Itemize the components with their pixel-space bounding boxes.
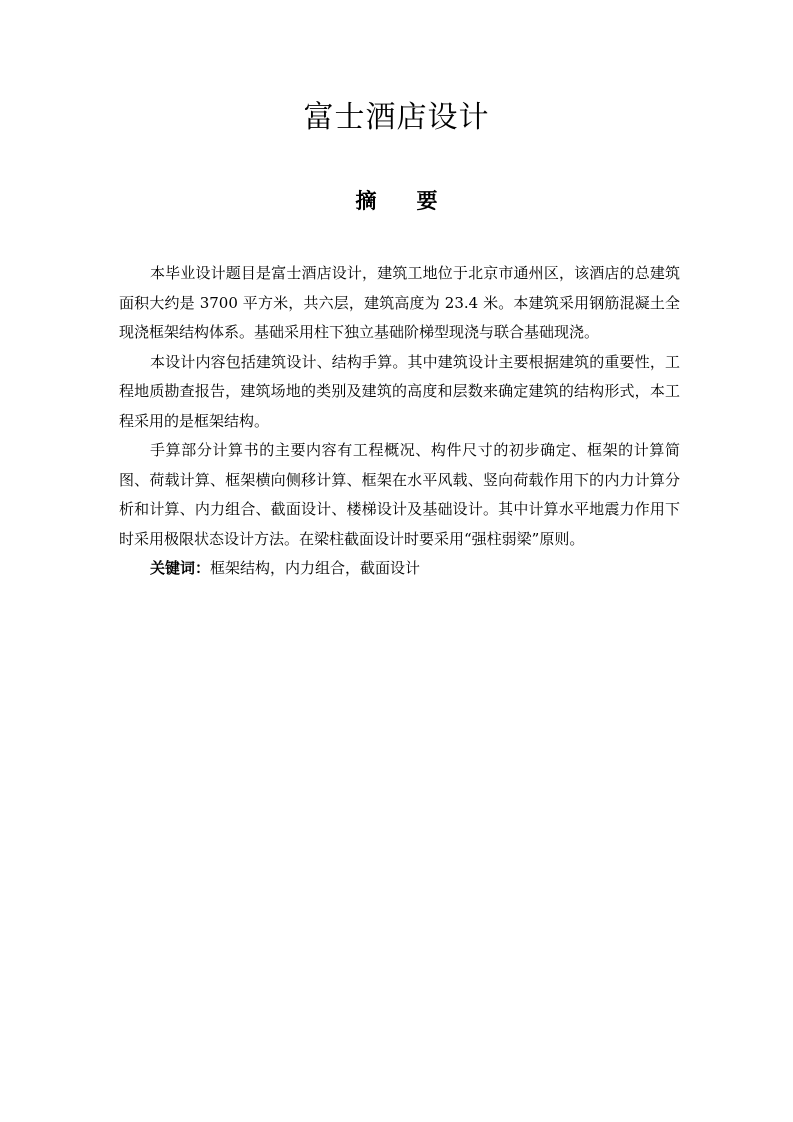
abstract-body <box>119 259 680 584</box>
abstract-heading <box>0 186 793 216</box>
abstract-heading-char-2: 要 <box>416 189 438 213</box>
keywords-value: 框架结构，内力组合，截面设计 <box>210 559 421 577</box>
document-title: 富士酒店设计 <box>303 100 490 135</box>
abstract-paragraph-3: 手算部分计算书的主要内容有工程概况、构件尺寸的初步确定、框架的计算简图、荷载计算、框架横向侧移计算、框架在水平风载、竖向荷载作用下的内力计算分析和计算、内力组合、截面设计、楼梯设计及基础设计。其中计算水平地震力作用下时采用极限状态设计方法。在梁柱截面设计时要采用“强柱弱梁”原则。 <box>119 441 680 548</box>
keywords-label: 关键词： <box>150 559 211 577</box>
abstract-heading-char-1: 摘 <box>355 189 377 213</box>
abstract-paragraph-1: 本毕业设计题目是富士酒店设计，建筑工地位于北京市通州区，该酒店的总建筑面积大约是 3700 平方米，共六层，建筑高度为 23.4 米。本建筑采用钢筋混凝土全现浇框架结构体系。基础采用柱下独立基础阶梯型现浇与联合基础现浇。 <box>119 264 680 341</box>
abstract-paragraph-2: 本设计内容包括建筑设计、结构手算。其中建筑设计主要根据建筑的重要性，工程地质勘查报告，建筑场地的类别及建筑的高度和层数来确定建筑的结构形式，本工程采用的是框架结构。 <box>119 352 680 430</box>
keywords-line <box>119 554 680 584</box>
